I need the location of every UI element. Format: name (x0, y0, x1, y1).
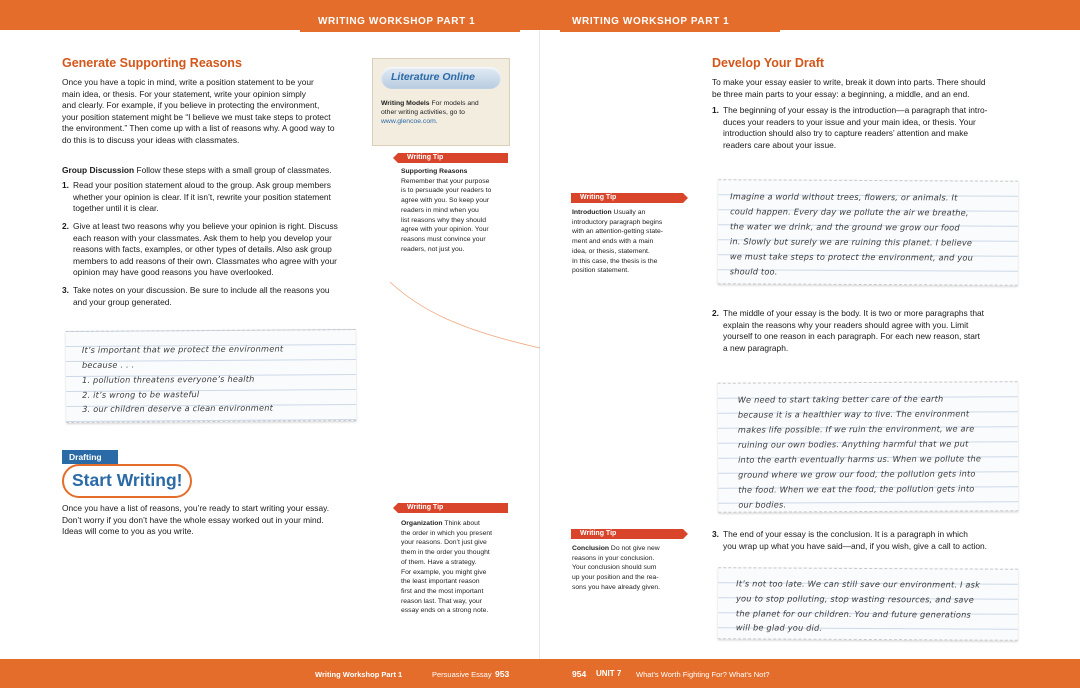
tip-line: agree with your opinion. Your (401, 226, 489, 234)
group-discussion-text: Follow these steps with a small group of classmates. (136, 165, 332, 175)
tip-arrow-icon (393, 503, 398, 513)
note-line: 3. our children deserve a clean environment (82, 402, 274, 414)
tip-line: with an attention-getting state- (572, 228, 664, 236)
start-line: Ideas will come to you as you write. (62, 526, 194, 537)
tip-line: them in the order you thought (401, 549, 490, 557)
step-number: 1. (62, 180, 69, 190)
intro-line: the environment.” Then come up with a list of reasons why. A good way to (62, 123, 335, 134)
note-line: will be glad you did. (735, 622, 823, 633)
right-page-number: 954 (572, 669, 587, 679)
note-line: you to stop polluting, stop wasting resources, and save (736, 593, 974, 605)
note-line: It’s important that we protect the environment (81, 343, 284, 355)
step-number: 3. (712, 529, 719, 539)
step-line: each reason with your classmates. Ask them to help you develop your (73, 232, 332, 243)
tip-line: your reasons. Don’t just give (401, 539, 487, 547)
footer-subject: Persuasive Essay (432, 670, 492, 679)
note-line: ruining our own bodies. Anything harmful that we put (737, 438, 969, 450)
left-step-3 (62, 285, 362, 309)
footer-unit: UNIT 7 (596, 669, 622, 678)
tip-line: readers, not just you. (401, 245, 465, 253)
step-text (73, 221, 362, 279)
literature-online-logo (381, 67, 501, 89)
note-line: into the earth eventually harms us. When we pollute the (738, 453, 982, 465)
intro-line: Once you have a topic in mind, write a position statement to be your (62, 77, 314, 87)
tip-line: essay ends on a strong note. (401, 607, 489, 615)
note-line: makes life possible. If we ruin the environment, we are (737, 423, 975, 435)
step-line: a new paragraph. (723, 342, 789, 353)
tip-line: the order in which you present (401, 529, 493, 537)
right-step-1 (712, 105, 1022, 153)
group-discussion-line (62, 165, 362, 177)
step-line: duces your readers to your issue and your main idea, or thesis. Your (723, 116, 976, 127)
tip-line: Your conclusion should sum (572, 564, 657, 572)
intro-line: To make your essay easier to write, break it down into parts. There should (712, 77, 986, 87)
step-line: whether your opinion is clear. If it isn’t, rewrite your position statement (73, 191, 331, 202)
right-header-title: WRITING WORKSHOP PART 1 (572, 16, 730, 27)
tip-line: In this case, the thesis is the (572, 257, 658, 265)
step-number: 2. (62, 221, 69, 231)
left-header-title: WRITING WORKSHOP PART 1 (318, 16, 476, 27)
tip-line: reasons must convince your (401, 235, 486, 243)
tip-line: position statement. (572, 267, 630, 275)
step-line: Read your position statement aloud to the group. Ask group members (73, 180, 331, 190)
lit-line: For models and (431, 100, 479, 107)
body-notebook-note (718, 381, 1019, 513)
step-line: The end of your essay is the conclusion. It is a paragraph in which (723, 529, 968, 539)
right-step-2 (712, 308, 1022, 356)
step-number: 1. (712, 105, 719, 115)
left-step-1 (62, 180, 362, 216)
tip-line: introductory paragraph begins (572, 218, 663, 226)
footer-unit-title: What's Worth Fighting For? What's Not? (636, 670, 770, 679)
start-writing-title-box (62, 464, 192, 498)
step-number: 2. (712, 308, 719, 318)
step-line: yourself to one reason in each paragraph. For each new reason, start (723, 331, 980, 342)
tip-label: Writing Tip (407, 504, 444, 511)
note-line: 2. it’s wrong to be wasteful (82, 389, 200, 400)
left-step-2 (62, 221, 362, 281)
step-text (73, 285, 362, 308)
intro-line: your position statement might be “I believe we must take steps to protect (62, 111, 331, 122)
group-discussion-label: Group Discussion (62, 165, 135, 175)
tip-line: Remember that your purpose (401, 177, 490, 185)
step-text (723, 105, 1022, 151)
note-line: We need to start taking better care of the earth (737, 393, 944, 405)
left-footer-bar (0, 659, 540, 688)
start-writing-heading: Start Writing! (72, 470, 183, 490)
step-line: opinion may have good reasons you have overlooked. (73, 267, 274, 278)
left-header-bar (0, 0, 540, 30)
right-header-rule (560, 30, 780, 32)
conclusion-tip (572, 544, 684, 593)
tip-line: Do not give new (610, 545, 660, 552)
left-header-rule (300, 30, 520, 32)
note-line: ground where we grow our food, the pollution gets into (738, 468, 976, 480)
tip-line: is to persuade your readers to (401, 187, 492, 195)
writing-models-label: Writing Models (381, 100, 430, 107)
right-step-3 (712, 529, 1032, 553)
right-intro-paragraph (712, 77, 1022, 100)
tip-line: of them. Have a strategy. (401, 558, 477, 566)
note-line: we must take steps to protect the environment, and you (729, 251, 974, 263)
step-line: The beginning of your essay is the introduction—a paragraph that intro- (723, 105, 988, 115)
note-line: It’s not too late. We can still save our environment. I ask (736, 578, 981, 590)
step-line: together until it is clear. (73, 203, 159, 214)
note-line: the planet for our children. You and future generations (735, 608, 971, 620)
step-text (723, 308, 1022, 354)
tip-line: idea, or thesis, statement. (572, 247, 650, 255)
glencoe-link[interactable]: www.glencoe.com. (381, 118, 438, 125)
tip-line: Usually an (613, 209, 646, 216)
tip-line: Think about (444, 520, 480, 527)
start-writing-paragraph (62, 503, 362, 538)
step-line: Take notes on your discussion. Be sure to include all the reasons you (73, 285, 330, 295)
literature-online-text (381, 99, 505, 126)
tip-label: Writing Tip (580, 194, 617, 201)
start-line: Don’t worry if you don’t have the whole essay worked out in your mind. (62, 514, 324, 525)
organization-tip (401, 519, 513, 616)
step-line: and your group generated. (73, 296, 172, 307)
note-line: the food. When we eat the food, the pollution gets into (738, 483, 975, 495)
tip-line: ment and ends with a main (572, 238, 654, 246)
right-header-bar (540, 0, 1080, 30)
introduction-notebook-note (718, 179, 1019, 286)
step-text (73, 180, 362, 215)
tip-line: sons you have already given. (572, 583, 661, 591)
tip-line: readers in mind when you (401, 206, 479, 214)
writing-tip-tab (398, 503, 508, 513)
step-number: 3. (62, 285, 69, 295)
step-text (723, 529, 1032, 552)
tip-arrow-icon (393, 153, 398, 163)
generate-reasons-heading: Generate Supporting Reasons (62, 56, 242, 70)
intro-line: and clearly. For example, if you believe in protecting the environment, (62, 100, 320, 111)
footer-section: Writing Workshop Part 1 (315, 670, 403, 679)
note-line: because . . . (81, 359, 135, 370)
tip-line: list reasons why they should (401, 216, 487, 224)
tip-line: the least important reason (401, 578, 480, 586)
step-line: Give at least two reasons why you believe your opinion is right. Discuss (73, 221, 338, 231)
tip-label: Writing Tip (580, 530, 617, 537)
note-line: could happen. Every day we pollute the air we breathe, (730, 206, 969, 218)
writing-tip-tab (398, 153, 508, 163)
tip-title: Supporting Reasons (401, 168, 468, 175)
note-line: because it is a healthier way to live. The environment (737, 408, 970, 420)
note-line: in. Slowly but surely we are ruining this planet. I believe (729, 236, 973, 248)
literature-online-box (372, 58, 510, 146)
intro-line: main idea, or thesis. For your statement, write your opinion simply (62, 88, 306, 99)
tip-title: Organization (401, 520, 443, 527)
right-footer-bar (540, 659, 1080, 688)
note-line: 1. pollution threatens everyone’s health (81, 373, 255, 385)
tip-line: reason last. That way, your (401, 597, 482, 605)
lit-line: other writing activities, go to (381, 109, 465, 116)
tip-line: up your position and the rea- (572, 574, 659, 582)
introduction-tip (572, 208, 684, 276)
literature-online-logo-text: Literature Online (391, 71, 476, 83)
tip-arrow-icon (683, 529, 688, 539)
step-line: reasons with facts, examples, or other types of details. Also ask group (73, 244, 332, 255)
conclusion-notebook-note (718, 567, 1018, 641)
tip-label: Writing Tip (407, 154, 444, 161)
tip-line: agree with you. So keep your (401, 197, 490, 205)
note-line: the water we drink, and the ground we grow our food (730, 221, 960, 233)
decorative-curve (380, 280, 550, 370)
tip-title: Conclusion (572, 545, 610, 552)
left-page-number: 953 (495, 669, 510, 679)
tip-line: first and the most important (401, 587, 484, 595)
note-line: Imagine a world without trees, flowers, or animals. It (730, 191, 958, 203)
step-line: The middle of your essay is the body. It is two or more paragraphs that (723, 308, 984, 318)
intro-line: do this is to discuss your ideas with classmates. (62, 134, 240, 145)
intro-line: be three main parts to your essay: a beginning, a middle, and an end. (712, 88, 970, 99)
step-line: members to add reasons of their own. Classmates who agree with your (73, 255, 337, 266)
note-line: should too. (729, 266, 778, 277)
drafting-label: Drafting (62, 450, 118, 464)
step-line: explain the reasons why your readers should agree with you. Limit (723, 319, 969, 330)
step-line: you wrap up what you have said—and, if you wish, give a call to action. (723, 540, 987, 551)
left-intro-paragraph (62, 77, 362, 147)
tip-title: Introduction (572, 209, 612, 216)
develop-draft-heading: Develop Your Draft (712, 56, 825, 70)
tip-line: For example, you might give (401, 568, 487, 576)
writing-tip-tab (571, 529, 683, 539)
start-line: Once you have a list of reasons, you’re ready to start writing your essay. (62, 503, 330, 513)
writing-tip-tab (571, 193, 683, 203)
step-line: readers care about your issue. (723, 139, 837, 150)
reasons-notebook-note (66, 329, 357, 423)
tip-line: reasons in your conclusion. (572, 554, 655, 562)
step-line: introduction should also try to capture readers’ attention and make (723, 128, 969, 139)
tip-arrow-icon (683, 193, 688, 203)
note-line: our bodies. (738, 499, 787, 510)
supporting-reasons-tip (401, 167, 511, 254)
